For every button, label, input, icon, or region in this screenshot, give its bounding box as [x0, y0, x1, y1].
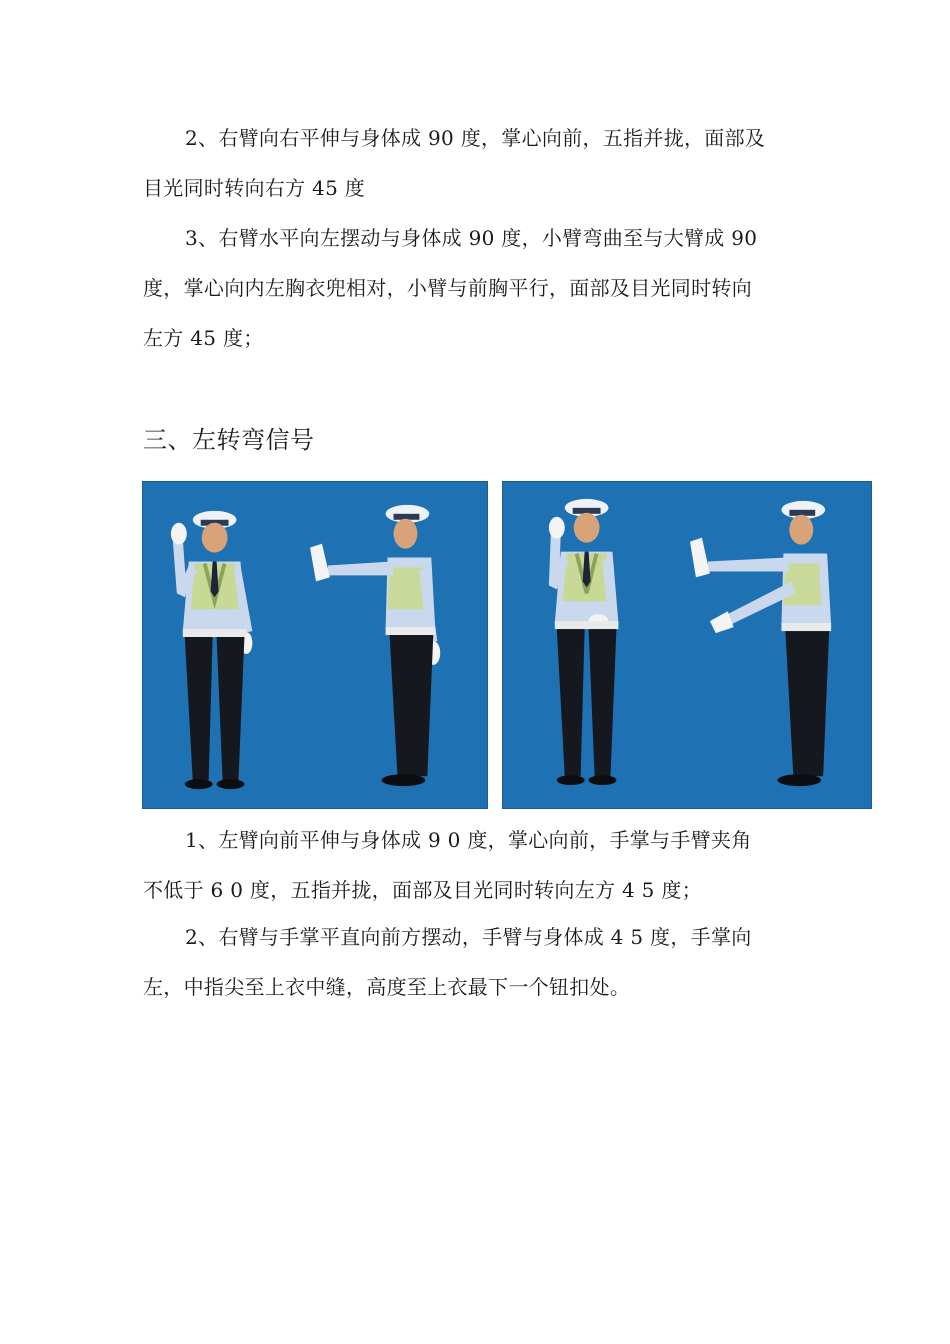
text-line: 目光同时转向右方 45 度 [143, 176, 366, 200]
gesture-photo-step-2 [502, 481, 872, 809]
paragraph-right-turn-step-2 [143, 113, 813, 213]
text-line: 左，中指尖至上衣中缝，高度至上衣最下一个钮扣处。 [143, 975, 631, 999]
gesture-photo-step-1 [142, 481, 488, 809]
text-line: 左方 45 度； [143, 326, 264, 350]
section-heading: 三、左转弯信号 [143, 426, 315, 454]
paragraph-left-turn-step-2 [143, 912, 813, 1012]
text-line: 不低于 6 0 度，五指并拢，面部及目光同时转向左方 4 5 度； [143, 878, 702, 902]
text-line: 3、右臂水平向左摆动与身体成 90 度，小臂弯曲至与大臂成 90 [185, 226, 758, 250]
text-line: 度，掌心向内左胸衣兜相对，小臂与前胸平行，面部及目光同时转向 [143, 276, 752, 300]
paragraph-left-turn-step-1 [143, 815, 813, 915]
text-line: 2、右臂与手掌平直向前方摆动，手臂与身体成 4 5 度，手掌向 [185, 925, 752, 949]
paragraph-right-turn-step-3 [143, 213, 813, 363]
text-line: 1、左臂向前平伸与身体成 9 0 度，掌心向前，手掌与手臂夹角 [185, 828, 752, 852]
text-line: 2、右臂向右平伸与身体成 90 度，掌心向前，五指并拢，面部及 [185, 126, 766, 150]
